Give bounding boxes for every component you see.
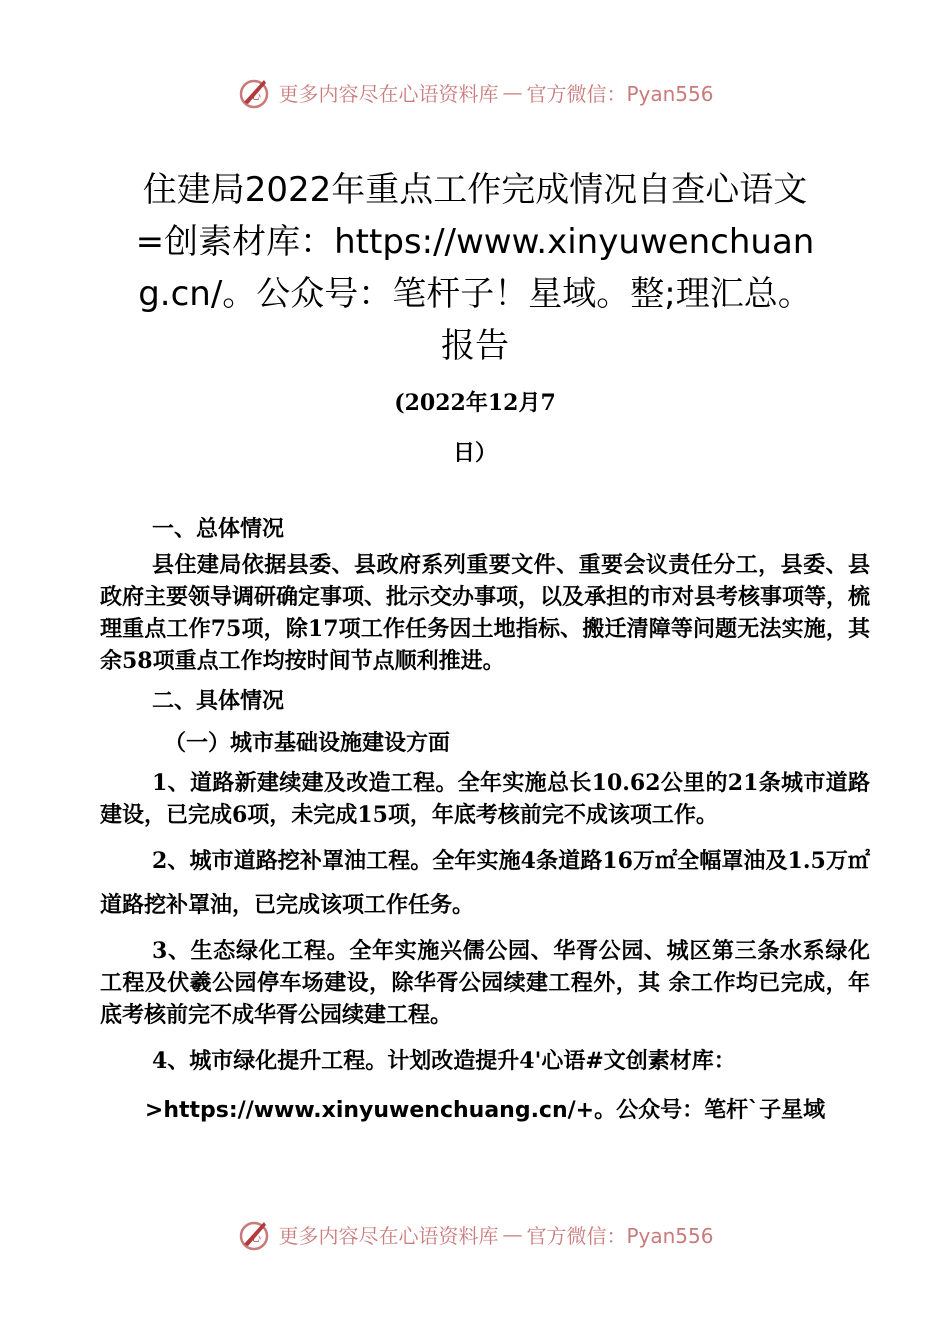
item-urban-greening-continued: >https://www.xinyuwenchuang.cn/+。公众号：笔杆`子星域: [144, 1098, 826, 1123]
document-title: 住建局2022年重点工作完成情况自查心语文=创素材库：https://www.xinyuwenchuang.cn/。公众号：笔杆子！星域。整;理汇总。报告: [135, 170, 815, 366]
svg-text:心: 心: [250, 1231, 262, 1244]
watermark-text: 更多内容尽在心语资料库: [278, 81, 499, 106]
document-date-line-1: (2022年12月7: [394, 390, 556, 416]
item-road-construction: 1、道路新建续建及改造工程。全年实施总长10.62公里的21条城市道路建设，已完成6项，未完成15项，年底考核前完不成该项工作。: [100, 770, 870, 828]
watermark-separator: —: [502, 80, 523, 104]
watermark-wechat: 官方微信：Pyan556: [526, 81, 714, 106]
watermark-wechat: 官方微信：Pyan556: [526, 1223, 714, 1248]
quill-seal-icon: [236, 1216, 272, 1252]
section-heading-details: 二、具体情况: [152, 688, 285, 714]
watermark-text: 更多内容尽在心语资料库: [278, 1223, 499, 1248]
overview-paragraph: 县住建局依据县委、县政府系列重要文件、重要会议责任分工，县委、县政府主要领导调研确定事项、批示交办事项，以及承担的市对县考核事项等，梳理重点工作75项，除17项工作任务因土地指标、搬迁清障等问题无法实施，其余58项重点工作均按时间节点顺利推进。: [100, 552, 871, 674]
watermark-separator: —: [502, 1222, 523, 1246]
item-road-resurfacing: 2、城市道路挖补罩油工程。全年实施4条道路16万㎡全幅罩油及1.5万㎡道路挖补罩油，已完成该项工作任务。: [100, 848, 870, 918]
subsection-heading-infrastructure: （一）城市基础设施建设方面: [164, 730, 451, 756]
item-urban-greening: 4、城市绿化提升工程。计划改造提升4'心语#文创素材库：: [152, 1048, 736, 1074]
document-date-line-2: 日）: [452, 440, 497, 466]
item-ecological-greening: 3、生态绿化工程。全年实施兴儒公园、华胥公园、城区第三条水系绿化工程及伏羲公园停车场建设，除华胥公园续建工程外，其 余工作均已完成，年底考核前完不成华胥公园续建工程。: [100, 938, 870, 1028]
svg-text:心: 心: [250, 89, 262, 102]
watermark-banner-bottom: [0, 1214, 950, 1254]
quill-seal-icon: [236, 74, 272, 110]
document-body: [100, 505, 870, 1133]
watermark-banner-top: [0, 72, 950, 112]
section-heading-overview: 一、总体情况: [152, 516, 285, 542]
